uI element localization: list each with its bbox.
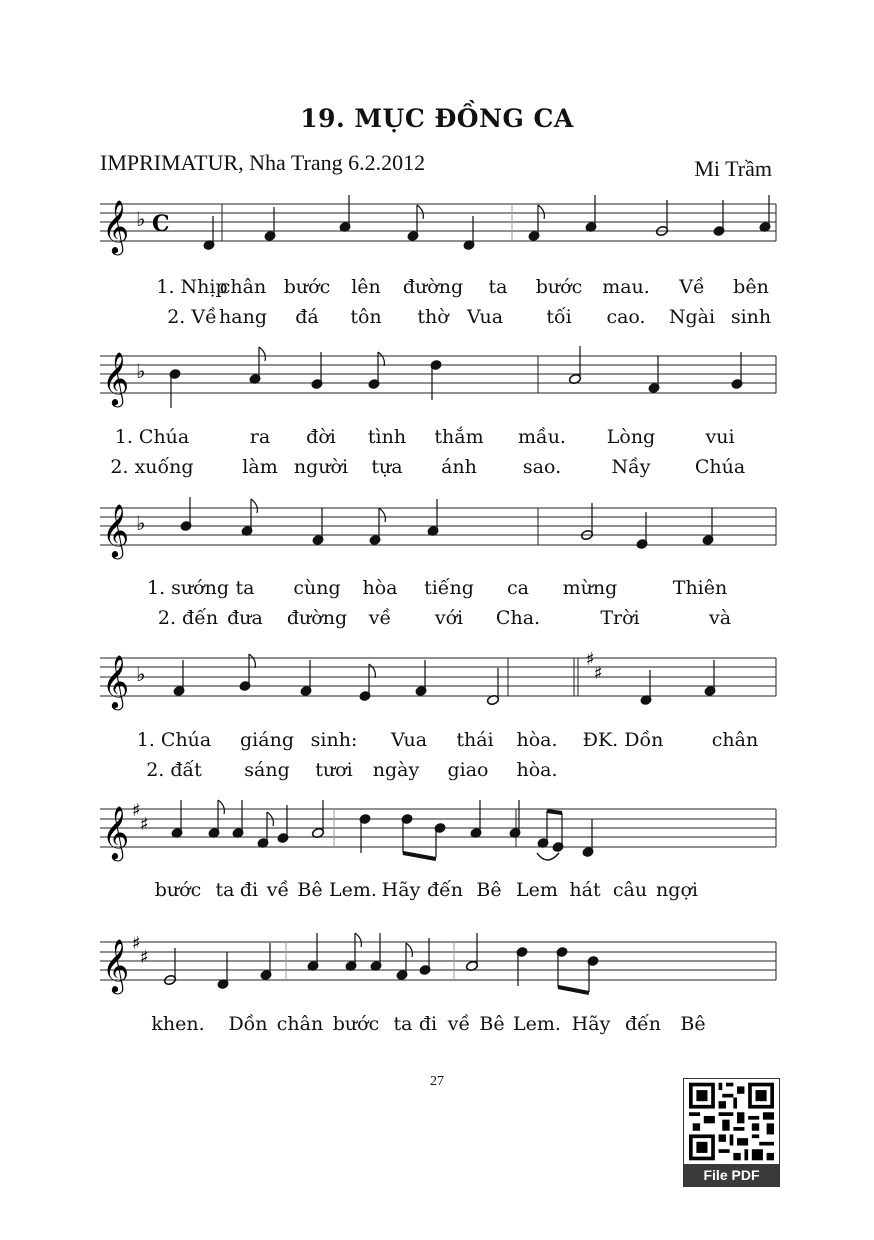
- flat-key-icon: ♭: [136, 511, 146, 535]
- lyric-chorus: bước ta đi về Bê Lem. Hãy đến Bê Lem hát câu ngợi: [154, 879, 698, 901]
- common-time-icon: C: [152, 211, 170, 237]
- imprimatur-note: IMPRIMATUR, Nha Trang 6.2.2012: [100, 150, 426, 175]
- staff-4: [100, 645, 776, 725]
- treble-clef-icon: 𝄞: [102, 199, 130, 253]
- music-system-1: [100, 190, 776, 330]
- staff-2: [100, 340, 776, 420]
- sharp-key-icon: ♯: [132, 933, 141, 954]
- treble-clef-icon: 𝄞: [102, 654, 130, 708]
- lyric-verse-1: 1. sướng ta cùng hòa tiếng ca mừng Thiên: [147, 577, 728, 599]
- lyric-chorus: khen. Dồn chân bước ta đi về Bê Lem. Hãy đến Bê: [151, 1013, 706, 1035]
- lyric-verse-2: 2. đất sáng tươi ngày giao hòa.: [146, 759, 558, 781]
- lyric-verse-2: 2. đến đưa đường về với Cha. Trời và: [157, 607, 732, 629]
- song-title: 19. MỤC ĐỒNG CA: [300, 104, 574, 133]
- staff-6: [100, 925, 776, 1005]
- flat-key-icon: ♭: [136, 207, 146, 231]
- staff-1: [100, 190, 776, 270]
- lyric-verse-2: 2. xuống làm người tựa ánh sao. Nầy Chúa: [110, 456, 746, 478]
- lyric-verse-2: 2. Về hang đá tôn thờ Vua tối cao. Ngài sinh: [167, 306, 772, 328]
- treble-clef-icon: 𝄞: [102, 805, 130, 859]
- lyric-verse-1: 1. Nhịp chân bước lên đường ta bước mau. Về bên: [156, 276, 769, 298]
- treble-clef-icon: 𝄞: [102, 503, 130, 557]
- qr-code-download[interactable]: [683, 1078, 780, 1187]
- sharp-key-icon: ♯: [140, 947, 149, 968]
- flat-key-icon: ♭: [136, 359, 146, 383]
- treble-clef-icon: 𝄞: [102, 938, 130, 992]
- page-number: 27: [430, 1074, 444, 1089]
- lyric-verse-1: 1. Chúa giáng sinh: Vua thái hòa. ĐK. Dồn chân: [136, 729, 759, 751]
- treble-clef-icon: 𝄞: [102, 351, 130, 405]
- composer-name: Mi Trầm: [694, 156, 772, 181]
- qr-code-icon: [684, 1079, 779, 1164]
- music-system-6: [100, 925, 776, 1045]
- staff-3: [100, 495, 776, 575]
- music-system-4: [100, 645, 776, 785]
- music-system-2: [100, 340, 776, 480]
- music-system-5: [100, 795, 776, 915]
- sharp-key-icon: ♯: [132, 800, 141, 821]
- flat-key-icon: ♭: [136, 662, 146, 686]
- staff-5: [100, 795, 776, 875]
- sharp-key-icon: ♯: [140, 814, 149, 835]
- music-system-3: [100, 495, 776, 635]
- lyric-verse-1: 1. Chúa ra đời tình thắm mầu. Lòng vui: [114, 426, 735, 448]
- sharp-key-icon: ♯: [586, 649, 595, 670]
- sharp-key-icon: ♯: [594, 663, 603, 684]
- qr-label: File PDF: [684, 1164, 779, 1186]
